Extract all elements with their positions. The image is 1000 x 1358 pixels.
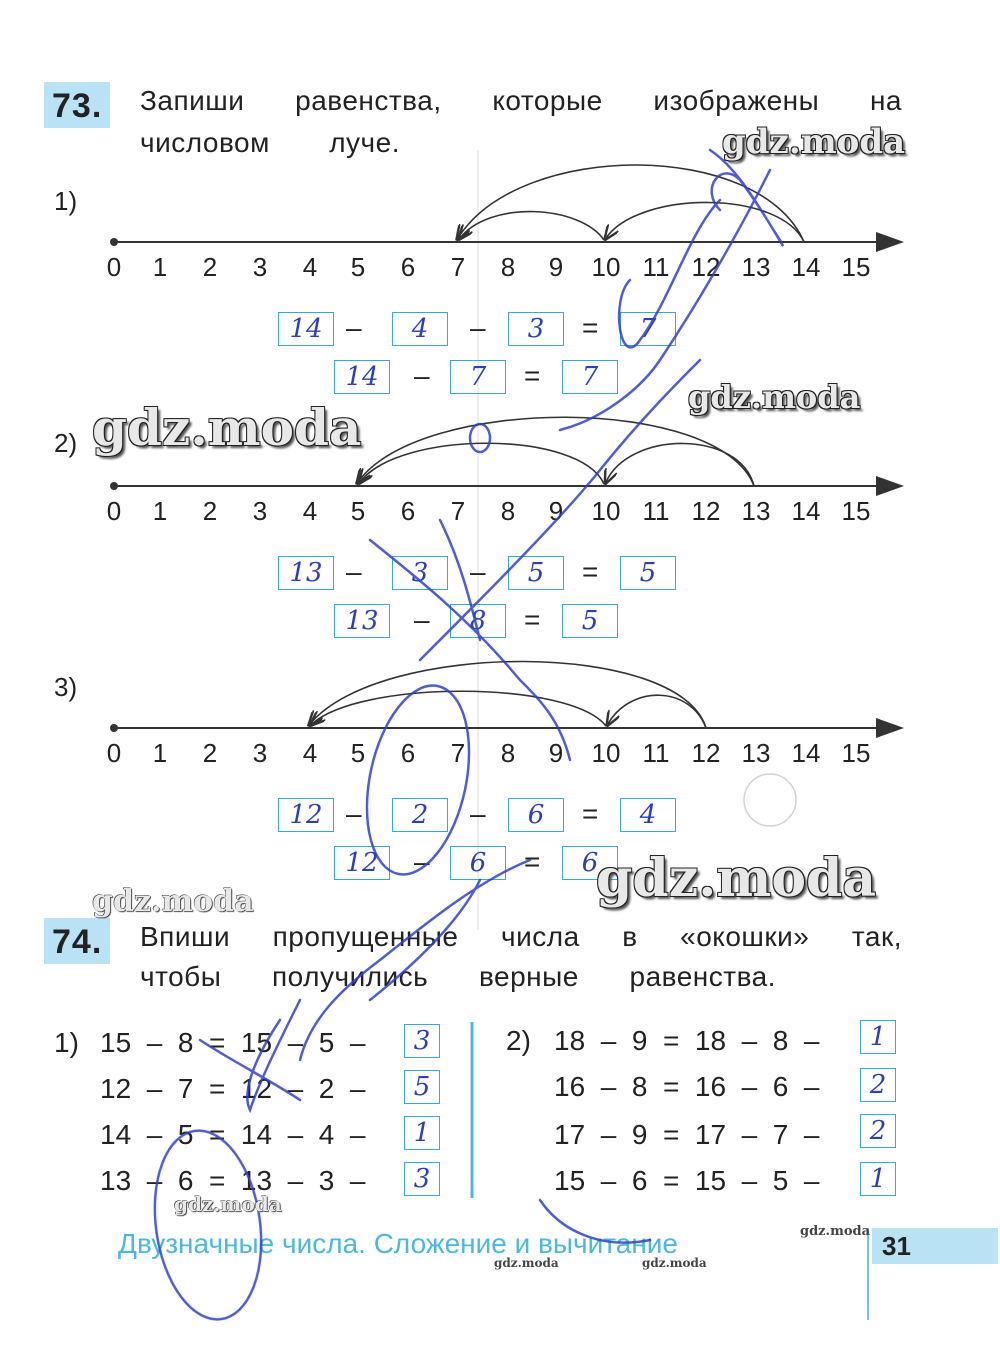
tick-label: 5 <box>350 496 366 526</box>
tick-label: 12 <box>691 738 721 768</box>
page-number: 31 <box>872 1228 998 1264</box>
answer-box[interactable]: 1 <box>404 1116 440 1150</box>
equation-text: 17 – 9 = 17 – 7 – <box>554 1119 820 1150</box>
equals-sign: = <box>582 312 599 343</box>
tick-label: 1 <box>152 738 168 768</box>
answer-box[interactable]: 3 <box>404 1024 440 1058</box>
tick-label: 11 <box>642 252 670 282</box>
tick-label: 2 <box>202 252 218 282</box>
watermark: gdz.moda <box>688 378 861 416</box>
tick-label: 11 <box>642 496 670 526</box>
minus-sign: – <box>470 556 486 587</box>
answer-box[interactable]: 7 <box>620 312 676 346</box>
answer-box[interactable]: 13 <box>278 556 334 590</box>
tick-label: 15 <box>841 496 871 526</box>
tick-label: 13 <box>741 738 771 768</box>
tick-label: 14 <box>791 252 821 282</box>
tick-label: 3 <box>252 252 268 282</box>
answer-box[interactable]: 5 <box>508 556 564 590</box>
tick-label: 4 <box>302 738 318 768</box>
answer-box[interactable]: 4 <box>392 312 448 346</box>
equation-text: 18 – 9 = 18 – 8 – <box>554 1025 820 1056</box>
tick-label: 9 <box>548 496 564 526</box>
answer-box[interactable]: 3 <box>508 312 564 346</box>
tick-label: 1 <box>152 496 168 526</box>
answer-box[interactable]: 2 <box>392 798 448 832</box>
equation-text: 12 – 7 = 12 – 2 – <box>100 1073 366 1104</box>
answer-box[interactable]: 6 <box>508 798 564 832</box>
answer-box[interactable]: 7 <box>450 360 506 394</box>
tick-label: 3 <box>252 738 268 768</box>
tick-label: 8 <box>500 252 516 282</box>
answer-box[interactable]: 8 <box>450 604 506 638</box>
tick-label: 14 <box>791 738 821 768</box>
tick-label: 9 <box>548 738 564 768</box>
tick-label: 6 <box>400 252 416 282</box>
tick-label: 3 <box>252 496 268 526</box>
minus-sign: – <box>470 312 486 343</box>
part-1-label: 1) <box>54 186 78 216</box>
minus-sign: – <box>414 604 430 635</box>
tick-label: 5 <box>350 252 366 282</box>
answer-box[interactable]: 2 <box>860 1114 896 1148</box>
tick-label: 7 <box>450 496 466 526</box>
minus-sign: – <box>346 312 362 343</box>
answer-box[interactable]: 6 <box>450 846 506 880</box>
equation-text: 15 – 6 = 15 – 5 – <box>554 1165 820 1196</box>
watermark: gdz.moda <box>174 1192 282 1216</box>
tick-label: 6 <box>400 496 416 526</box>
footer-chapter-title: Двузначные числа. Сложение и вычитание <box>118 1228 678 1259</box>
task-73-number: 73. <box>44 82 110 128</box>
tick-label: 1 <box>152 252 168 282</box>
tick-label: 10 <box>591 252 621 282</box>
watermark: gdz.moda <box>92 884 254 919</box>
answer-box[interactable]: 6 <box>562 846 618 880</box>
answer-box[interactable]: 3 <box>404 1162 440 1196</box>
tick-label: 10 <box>591 496 621 526</box>
task-73-text-line1: Запиши равенства, которые изображены на <box>140 85 902 116</box>
equation-text: 16 – 8 = 16 – 6 – <box>554 1071 820 1102</box>
tick-label: 0 <box>106 738 122 768</box>
equals-sign: = <box>524 360 541 391</box>
tick-label: 0 <box>106 252 122 282</box>
watermark: gdz.moda <box>596 848 877 909</box>
answer-box[interactable]: 5 <box>404 1070 440 1104</box>
tick-label: 10 <box>591 738 621 768</box>
tick-label: 0 <box>106 496 122 526</box>
answer-box[interactable]: 5 <box>620 556 676 590</box>
equals-sign: = <box>582 556 599 587</box>
part-3-label: 3) <box>54 672 78 702</box>
task-74-number: 74. <box>44 918 110 964</box>
minus-sign: – <box>414 360 430 391</box>
tick-label: 7 <box>450 252 466 282</box>
answer-box[interactable]: 12 <box>334 846 390 880</box>
answer-box[interactable]: 12 <box>278 798 334 832</box>
answer-box[interactable]: 13 <box>334 604 390 638</box>
task-74-text-line2: чтобы получились верные равенства. <box>140 961 776 992</box>
equals-sign: = <box>524 846 541 877</box>
tick-label: 5 <box>350 738 366 768</box>
equation-text: 15 – 8 = 15 – 5 – <box>100 1027 366 1058</box>
tick-label: 8 <box>500 496 516 526</box>
minus-sign: – <box>414 846 430 877</box>
equals-sign: = <box>582 798 599 829</box>
tick-label: 9 <box>548 252 564 282</box>
tick-label: 14 <box>791 496 821 526</box>
answer-box[interactable]: 7 <box>562 360 618 394</box>
answer-box[interactable]: 5 <box>562 604 618 638</box>
tick-label: 4 <box>302 496 318 526</box>
answer-box[interactable]: 14 <box>334 360 390 394</box>
tick-label: 11 <box>642 738 670 768</box>
tick-label: 13 <box>741 496 771 526</box>
tick-label: 2 <box>202 738 218 768</box>
col-2-label: 2) <box>506 1025 531 1056</box>
answer-box[interactable]: 4 <box>620 798 676 832</box>
tick-label: 13 <box>741 252 771 282</box>
equation-text: 13 – 6 = 13 – 3 – <box>100 1165 366 1196</box>
answer-box[interactable]: 2 <box>860 1068 896 1102</box>
part-2-label: 2) <box>54 428 78 458</box>
tick-label: 7 <box>450 738 466 768</box>
tick-label: 15 <box>841 252 871 282</box>
tick-label: 12 <box>691 252 721 282</box>
watermark: gdz.moda <box>722 122 906 162</box>
tick-label: 12 <box>691 496 721 526</box>
task-73-text-line2: числовом луче. <box>140 127 400 158</box>
task-74-text-line1: Впиши пропущенные числа в «окошки» так, <box>140 921 902 952</box>
watermark: gdz.moda <box>494 1256 559 1270</box>
tick-label: 8 <box>500 738 516 768</box>
watermark: gdz.moda <box>642 1256 707 1270</box>
equals-sign: = <box>524 604 541 635</box>
tick-label: 4 <box>302 252 318 282</box>
minus-sign: – <box>346 556 362 587</box>
answer-box[interactable]: 1 <box>860 1020 896 1054</box>
watermark: gdz.moda <box>800 1224 871 1239</box>
col-1-label: 1) <box>54 1027 79 1058</box>
minus-sign: – <box>346 798 362 829</box>
answer-box[interactable]: 14 <box>278 312 334 346</box>
tick-label: 2 <box>202 496 218 526</box>
answer-box[interactable]: 3 <box>392 556 448 590</box>
tick-label: 15 <box>841 738 871 768</box>
tick-label: 6 <box>400 738 416 768</box>
watermark: gdz.moda <box>92 398 362 457</box>
minus-sign: – <box>470 798 486 829</box>
answer-box[interactable]: 1 <box>860 1162 896 1196</box>
equation-text: 14 – 5 = 14 – 4 – <box>100 1119 366 1150</box>
